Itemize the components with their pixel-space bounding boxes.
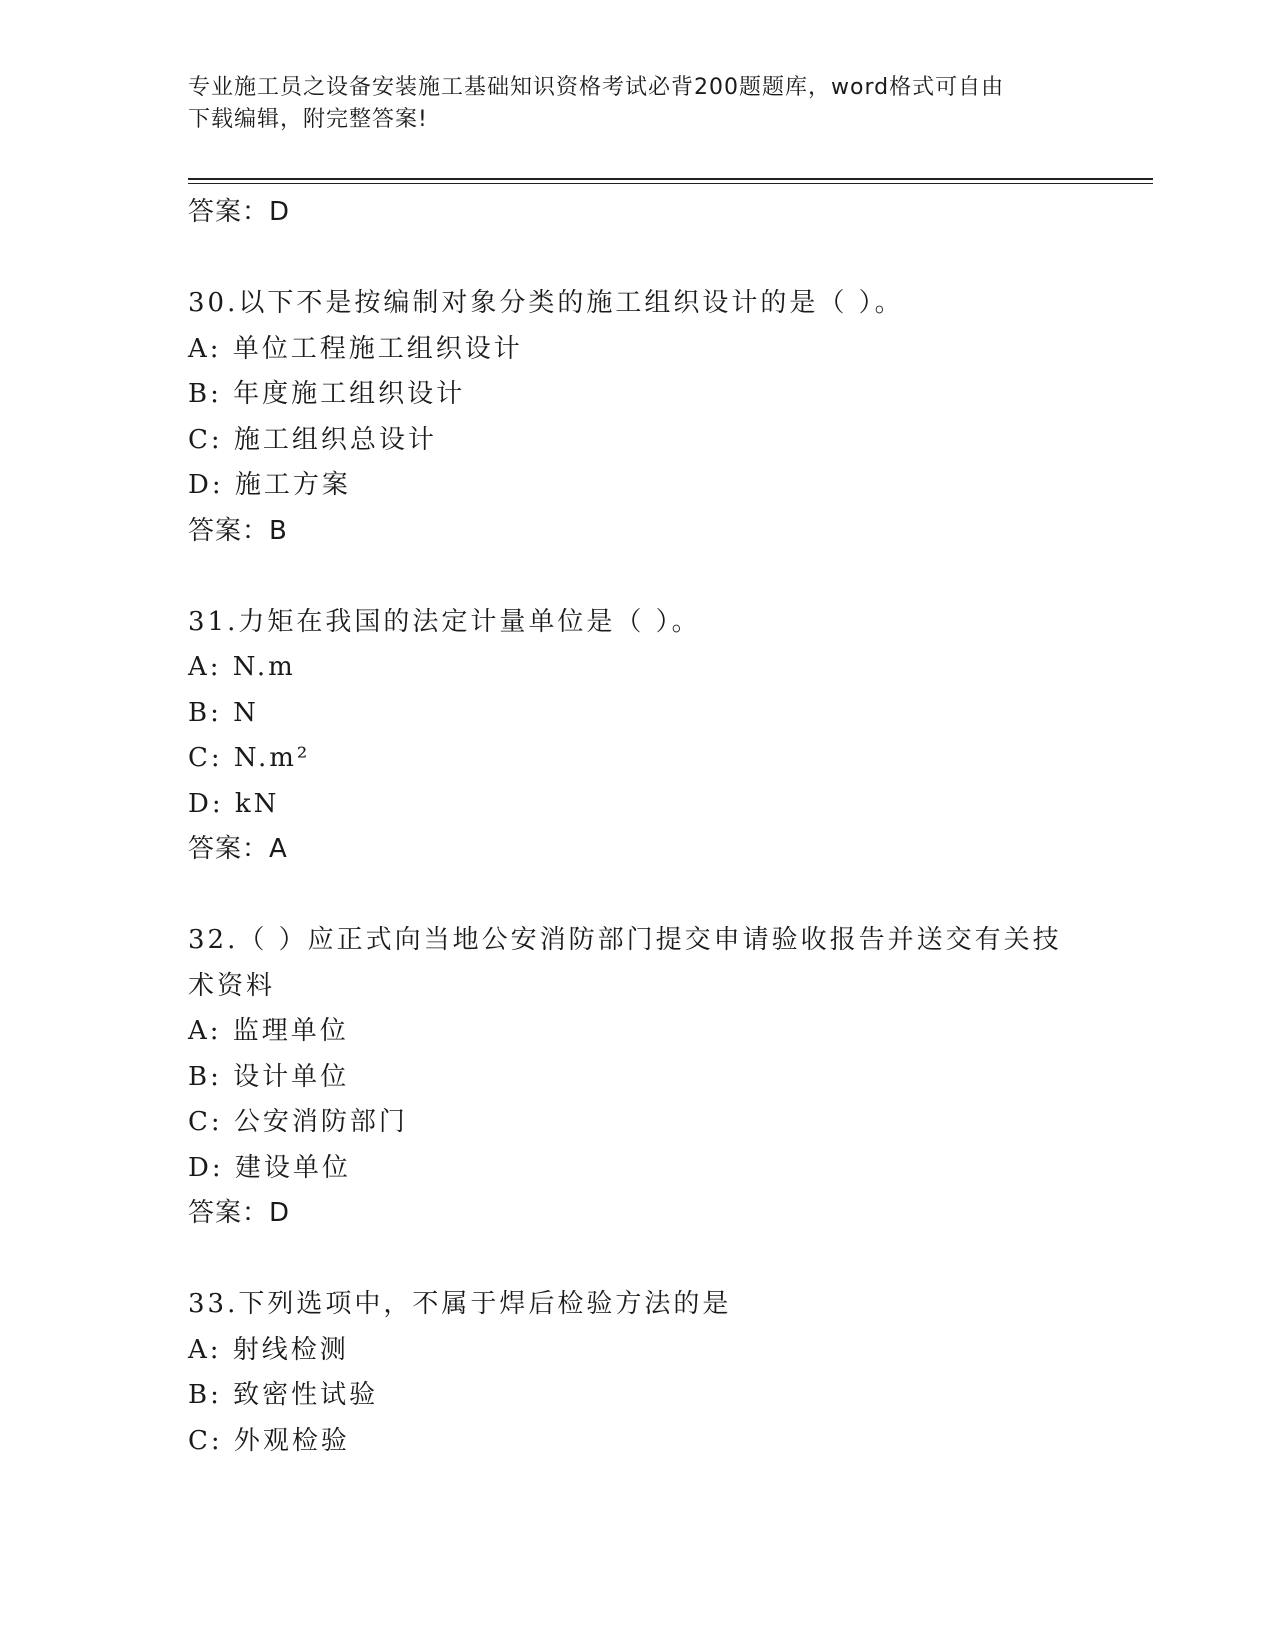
spacer [188, 873, 1153, 919]
option-d: D: 建设单位 [188, 1152, 351, 1183]
previous-answer: 答案：D [188, 197, 291, 227]
option-d: D: 施工方案 [188, 470, 351, 500]
spacer [188, 554, 1153, 600]
header-title-line-2: 下载编辑，附完整答案! [188, 107, 428, 132]
question-text: 33.下列选项中，不属于焊后检验方法的是 [188, 1289, 732, 1319]
option-c: C: 公安消防部门 [188, 1107, 408, 1137]
question-block-33 [188, 1282, 1153, 1464]
question-block-31 [188, 600, 1153, 873]
question-text: 31.力矩在我国的法定计量单位是（ ）。 [188, 606, 701, 637]
header-rule-thin [188, 183, 1153, 184]
question-block-32 [188, 918, 1153, 1237]
option-a: A: 监理单位 [188, 1016, 349, 1046]
answer-text: 答案：D [188, 1198, 291, 1228]
option-c: C: N.m² [188, 743, 311, 773]
spacer [188, 236, 1153, 282]
answer-text: 答案：B [188, 515, 288, 546]
option-b: B: 设计单位 [188, 1061, 350, 1092]
option-d: D: kN [188, 788, 280, 819]
spacer [188, 1237, 1153, 1283]
document-header [188, 72, 1088, 136]
option-a: A: N.m [188, 652, 296, 682]
question-block-30 [188, 281, 1153, 554]
header-title-line-1: 专业施工员之设备安装施工基础知识资格考试必背200题题库，word格式可自由 [188, 75, 1005, 100]
option-b: B: 致密性试验 [188, 1380, 379, 1410]
option-b: B: N [188, 697, 259, 728]
option-c: C: 施工组织总设计 [188, 424, 437, 455]
question-text-line-1: 32.（ ）应正式向当地公安消防部门提交申请验收报告并送交有关技 [188, 925, 1062, 955]
option-a: A: 射线检测 [188, 1334, 349, 1365]
option-c: C: 外观检验 [188, 1425, 350, 1456]
question-text: 30.以下不是按编制对象分类的施工组织设计的是（ ）。 [188, 288, 904, 318]
question-content [188, 190, 1153, 1464]
option-a: A: 单位工程施工组织设计 [188, 333, 523, 364]
option-b: B: 年度施工组织设计 [188, 379, 466, 409]
answer-text: 答案：A [188, 834, 288, 864]
question-text-line-2: 术资料 [188, 970, 276, 1001]
header-rule-thick [188, 178, 1153, 180]
